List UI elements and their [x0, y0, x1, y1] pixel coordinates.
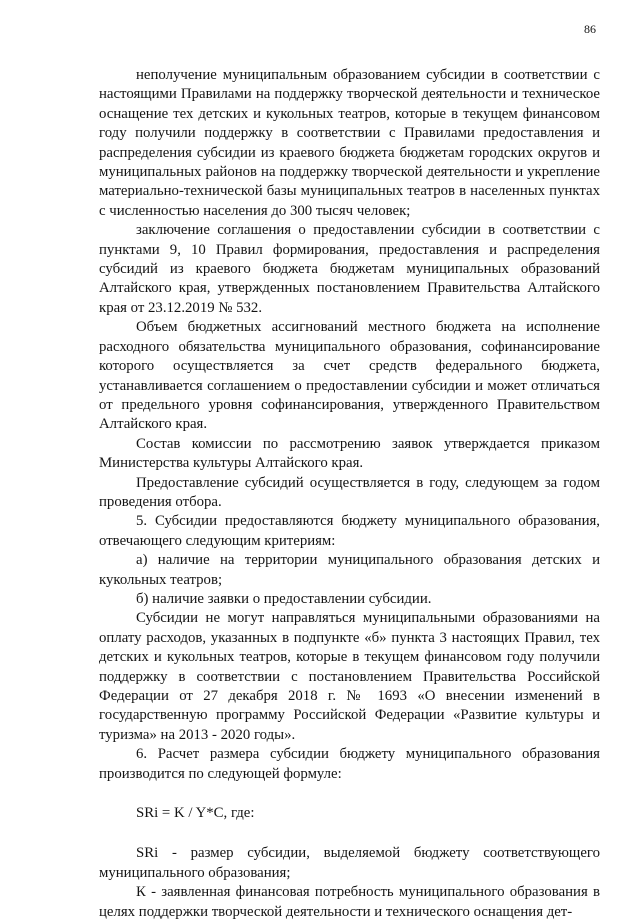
paragraph-commission-composition: Состав комиссии по рассмотрению заявок утверждается приказом Министерства культуры Алтайского края. [99, 435, 600, 472]
paragraph-agreement-condition: заключение соглашения о предоставлении субсидии в соответствии с пунктами 9, 10 Правил формирования, предоставления и распределения субсидий из краевого бюджета бюджетам муниципальных образований Алтайского края, утвержденных постановлением Правительства Алтайского края от 23.12.2019 № 532. [99, 222, 600, 316]
paragraph-section-6-calculation: 6. Расчет размера субсидии бюджету муниципального образования производится по следующей формуле: [99, 746, 600, 782]
paragraph-section-5-criteria: 5. Субсидии предоставляются бюджету муниципального образования, отвечающего следующим критериям: [99, 513, 600, 549]
document-body [99, 66, 600, 922]
paragraph-budget-allocation: Объем бюджетных ассигнований местного бюджета на исполнение расходного обязательства муниципального образования, софинансирование которого осуществляется за счет средств федерального бюджета, устанавливается соглашением о предоставлении субсидии и может отличаться от предельного уровня софинансирования, утвержденного Правительством Алтайского края. [99, 319, 600, 433]
paragraph-criterion-a: а) наличие на территории муниципального образования детских и кукольных театров; [99, 552, 600, 588]
definition-sri: SRi - размер субсидии, выделяемой бюджету соответствующего муниципального образования; [99, 845, 600, 881]
paragraph-subsidy-timing: Предоставление субсидий осуществляется в году, следующем за годом проведения отбора. [99, 474, 600, 510]
paragraph-criterion-b: б) наличие заявки о предоставлении субсидии. [136, 590, 432, 607]
paragraph-expense-restriction: Субсидии не могут направляться муниципальными образованиями на оплату расходов, указанных в подпункте «б» пункта 3 настоящих Правил, тех детских и кукольных театров, которые в текущем финансовом году получили поддержку в соответствии с постановлением Правительства Российской Федерации от 27 декабря 2018 г. № 1693 «О внесении изменений в государственную программу Российской Федерации «Развитие культуры и туризма» на 2013 - 2020 годы». [99, 610, 600, 743]
page-number: 86 [584, 22, 596, 36]
paragraph-subsidy-denial-condition: неполучение муниципальным образованием субсидии в соответствии с настоящими Правилами на поддержку творческой деятельности и техническое оснащение тех детских и кукольных театров, которые в текущем финансовом году получили поддержку в соответствии с Правилами предоставления и распределения субсидии из краевого бюджета бюджетам городских округов и муниципальных районов на поддержку творческой деятельности и укрепление материально-технической базы муниципальных театров в населенных пунктах с численностью населения до 300 тысяч человек; [99, 67, 600, 219]
formula: SRi = K / Y*C, где: [136, 805, 255, 822]
definition-k: К - заявленная финансовая потребность муниципального образования в целях поддержки творческой деятельности и технического оснащения дет- [99, 884, 600, 920]
